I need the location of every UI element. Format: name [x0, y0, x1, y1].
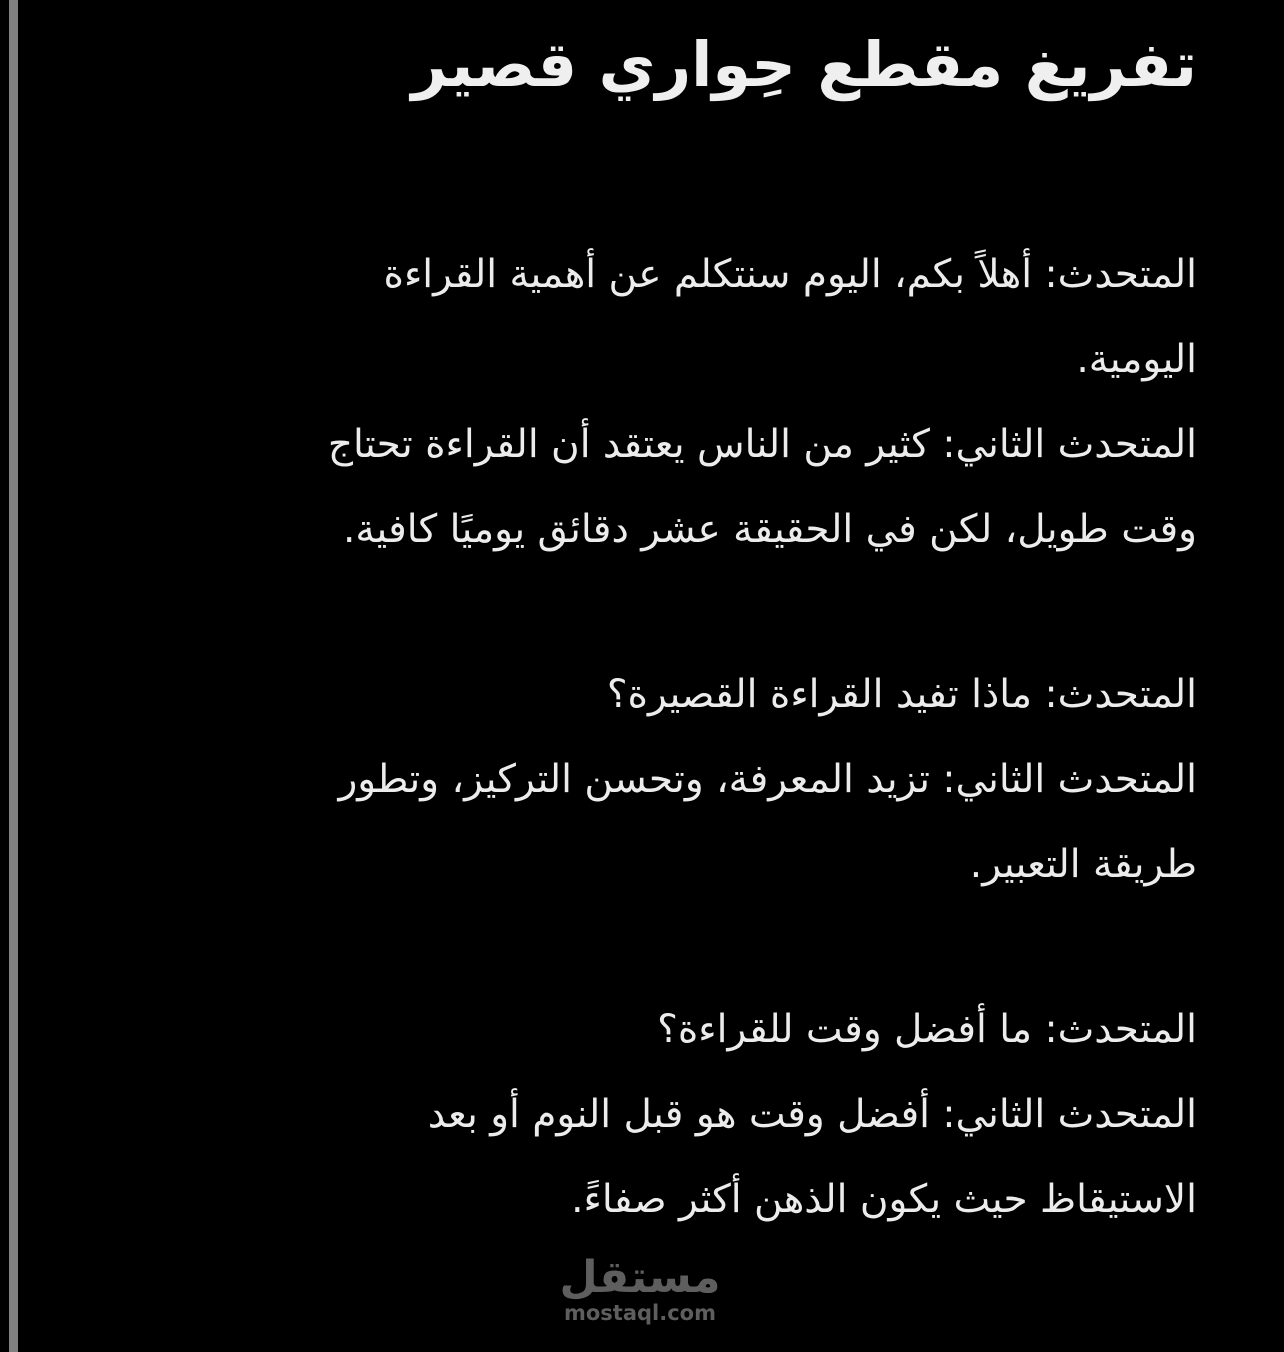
watermark-arabic: مستقل	[559, 1252, 721, 1303]
dialogue-line: المتحدث: أهلاً بكم، اليوم سنتكلم عن أهمية القراءة	[383, 252, 1197, 297]
dialogue-line: اليومية.	[1076, 337, 1197, 382]
dialogue-line: وقت طويل، لكن في الحقيقة عشر دقائق يوميًا كافية.	[343, 507, 1197, 552]
dialogue-line: الاستيقاظ حيث يكون الذهن أكثر صفاءً.	[571, 1177, 1197, 1222]
watermark-url: mostaql.com	[564, 1301, 716, 1325]
dialogue-block-3	[77, 987, 1197, 1242]
dialogue-line: المتحدث: ما أفضل وقت للقراءة؟	[657, 1007, 1197, 1052]
dialogue-line: المتحدث الثاني: كثير من الناس يعتقد أن القراءة تحتاج	[327, 422, 1197, 467]
dialogue-line: المتحدث الثاني: أفضل وقت هو قبل النوم أو بعد	[427, 1092, 1197, 1137]
dialogue-line: طريقة التعبير.	[969, 842, 1197, 887]
mostaql-watermark	[540, 1252, 740, 1325]
dialogue-block-1	[77, 232, 1197, 572]
dialogue-line: المتحدث الثاني: تزيد المعرفة، وتحسن التركيز، وتطور	[338, 757, 1197, 802]
dialogue-block-2	[77, 652, 1197, 907]
dialogue-line: المتحدث: ماذا تفيد القراءة القصيرة؟	[606, 672, 1197, 717]
left-border	[9, 0, 18, 1352]
page-title: تفريغ مقطع حِواري قصير	[411, 28, 1197, 101]
